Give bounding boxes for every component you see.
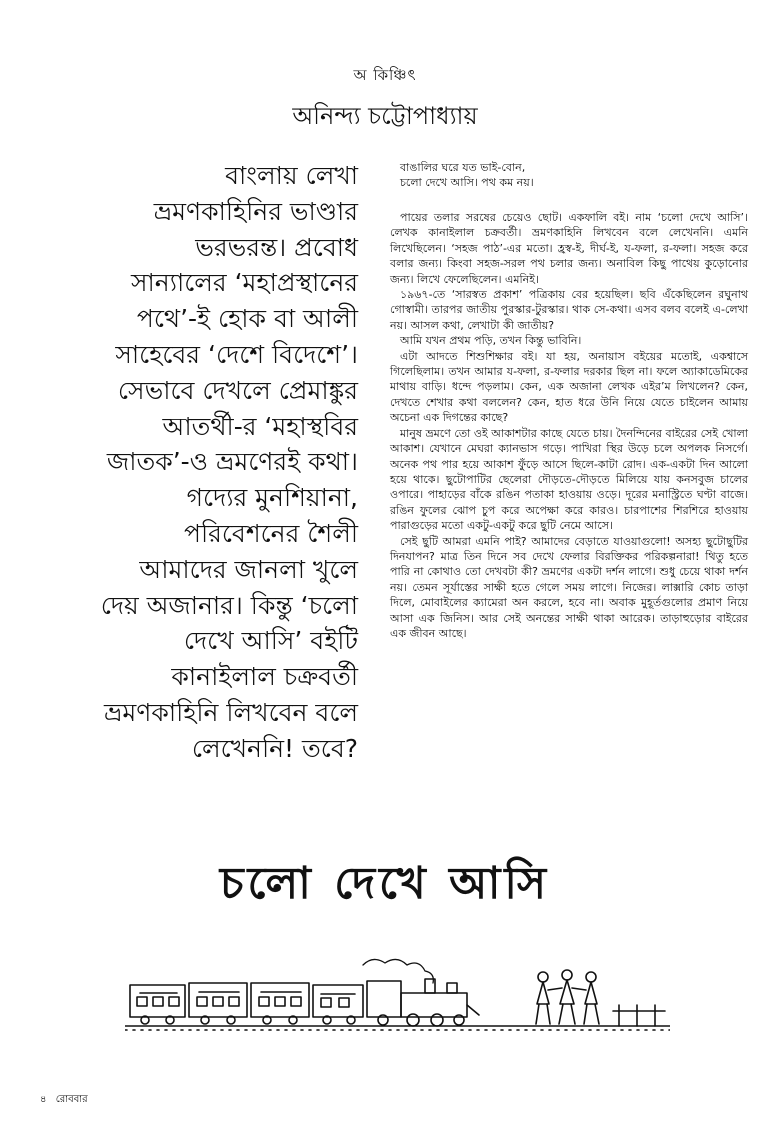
author-byline: অনিন্দ্য চট্টোপাধ্যায়	[292, 102, 478, 130]
pull-quote-line: সেভাবে দেখলে প্রেমাঙ্কুর	[117, 375, 358, 405]
pull-quote-line: বাংলায় লেখা	[225, 161, 358, 190]
pull-quote-line: লেখেননি! তবে?	[191, 733, 358, 763]
body-paragraph: পায়ের তলার সরষের চেয়েও ছোট। একফালি বই। নাম ‘চলো দেখে আসি’। লেখক কানাইলাল চক্রবর্তী। ভ্রমণকাহিনি লিখবেন বলে লেখেননি। এমনি লিখেছিলেন। ‘সহজ পাঠ’-এর মতো। হ্রস্ব-ই, দীর্ঘ-ই, য-ফলা, র-ফলা। সহজ করে বলার জন্য। কিংবা সহজ-সরল পথ চলার জন্য। অনাবিল কিছু পাথেয় কুড়োনোর জন্য। লিখে ফেলেছিলেন। এমনিই।	[390, 211, 748, 286]
pull-quote-line: পরিবেশনের শৈলী	[184, 518, 358, 548]
lead-line: বাঙালির ঘরে যত ভাই-বোন,	[400, 161, 526, 174]
body-paragraph: মানুষ ভ্রমণে তো ওই আকাশটার কাছে যেতে চায়। দৈনন্দিনের বাইরের সেই খোলা আকাশ। যেখানে মেঘরা ক্যানভাস গড়ে। পাখিরা স্থির উড়ে চলে অপলক নিসর্গে। অনেক পথ পার হয়ে আকাশ ফুঁড়ে আসে ছিলে-কাটা রোদ। এক-একটা দিন আলো হয়ে থাকে। ছুটোপাটির ছেলেরা দৌড়তে-দৌড়তে মিলিয়ে যায় কনসবুজ চালের ওপারে। পাহাড়ের বাঁকে রঙিন পতাকা হাওয়ায় ওড়ে। দূরের মনাস্ট্রিতে ঘণ্টা বাজে। রঙিন ফুলের ঝোপ চুপ করে অপেক্ষা করে কারও। চারপাশের শিরশিরে হাওয়ায় পারাগুড়ের মতো একটু-একটু করে ছুটি নেমে আসে।	[390, 426, 748, 533]
page-number: ৪	[40, 1094, 47, 1105]
supplement-name: রোববার	[55, 1094, 88, 1105]
pull-quote-line: পথে’-ই হোক বা আলী	[136, 304, 358, 334]
pull-quote-line: দেখে আসি’ বইটি	[183, 626, 358, 656]
book-title: চলো দেখে আসি	[219, 858, 551, 909]
pull-quote-line: সান্যালের ‘মহাপ্রস্থানের	[131, 268, 358, 298]
page-footer	[40, 1092, 94, 1109]
body-paragraph: সেই ছুটি আমরা এমনি পাই? আমাদের বেড়াতে যাওয়াগুলো! অসহ্য ছুটোছুটির দিনযাপন? মাত্র তিন দিনে সব দেখে ফেলার বিরক্তিকর পরিকল্পনারা! থিতু হতে পারি না কোথাও তো দেখবটা কী? ভ্রমণের একটা দর্শন লাগে। শুধু চেয়ে থাকা দর্শন নয়। তেমন সূর্যাস্তের সাক্ষী হতে গেলে সময় লাগে। নিজের। লাক্সারি কোচ তাড়া দিলে, মোবাইলের ক্যামেরা অন করলে, হবে না। অবাক মুহূর্তগুলোর প্রমাণ নিয়ে আসা এক জিনিস। আর সেই অনন্তের সাক্ষী থাকা আরেক। তাড়াহুড়োর বাইরের এক জীবন আছে।	[390, 534, 748, 640]
pull-quote-line: কানাইলাল চক্রবর্তী	[171, 662, 358, 692]
pull-quote	[40, 158, 358, 767]
lead-couplet	[400, 160, 740, 190]
train-illustration	[125, 955, 670, 1045]
body-paragraph: এটা আদতে শিশুশিক্ষার বই। যা হয়, অনায়াস বইয়ের মতোই, একশ্বাসে গিলেছিলাম। তখন আমার য-ফলা, র-ফলার দরকার ছিল না। ফলে অ্যাকাডেমিকের মাথায় বাড়ি। ধন্দে পড়লাম। কেন, এক অজানা লেখক এইর’ম লিখলেন? কেন, দেখতে শেখার কথা বললেন? কেন, হাত ধরে উনি নিয়ে যেতে চাইলেন আমায় অচেনা এক দিগন্তের কাছে?	[390, 349, 748, 425]
pull-quote-line: আতর্থী-র ‘মহাস্থবির	[162, 411, 358, 441]
section-label: অ কিঞ্চিৎ	[353, 66, 417, 84]
pull-quote-line: দেয় অজানার। কিন্তু ‘চলো	[100, 590, 358, 620]
pull-quote-line: গদ্যের মুনশিয়ানা,	[186, 483, 358, 513]
body-paragraph: আমি যখন প্রথম পড়ি, তখন কিন্তু ভাবিনি।	[400, 334, 582, 348]
lead-line: চলো দেখে আসি। পথ কম নয়।	[400, 176, 534, 189]
pull-quote-line: ভ্রমণকাহিনি লিখবেন বলে	[103, 697, 358, 727]
pull-quote-line: সাহেবের ‘দেশে বিদেশে’।	[115, 339, 358, 369]
pull-quote-line: আমাদের জানলা খুলে	[139, 554, 358, 584]
pull-quote-line: ভরভরন্ত। প্রবোধ	[195, 232, 358, 262]
article-body	[390, 210, 748, 641]
pull-quote-line: জাতক’-ও ভ্রমণেরই কথা।	[106, 447, 358, 477]
pull-quote-line: ভ্রমণকাহিনির ভাণ্ডার	[153, 196, 358, 226]
body-paragraph: ১৯৬৭-তে ‘সারস্বত প্রকাশ’ পত্রিকায় বের হয়েছিল। ছবি এঁকেছিলেন রঘুনাথ গোস্বামী। তারপর জাতীয় পুরস্কার-টুরস্কার। থাক সে-কথা। এসব বলব বলেই এ-লেখা নয়। আসল কথা, লেখাটা কী জাতীয়?	[390, 288, 748, 332]
